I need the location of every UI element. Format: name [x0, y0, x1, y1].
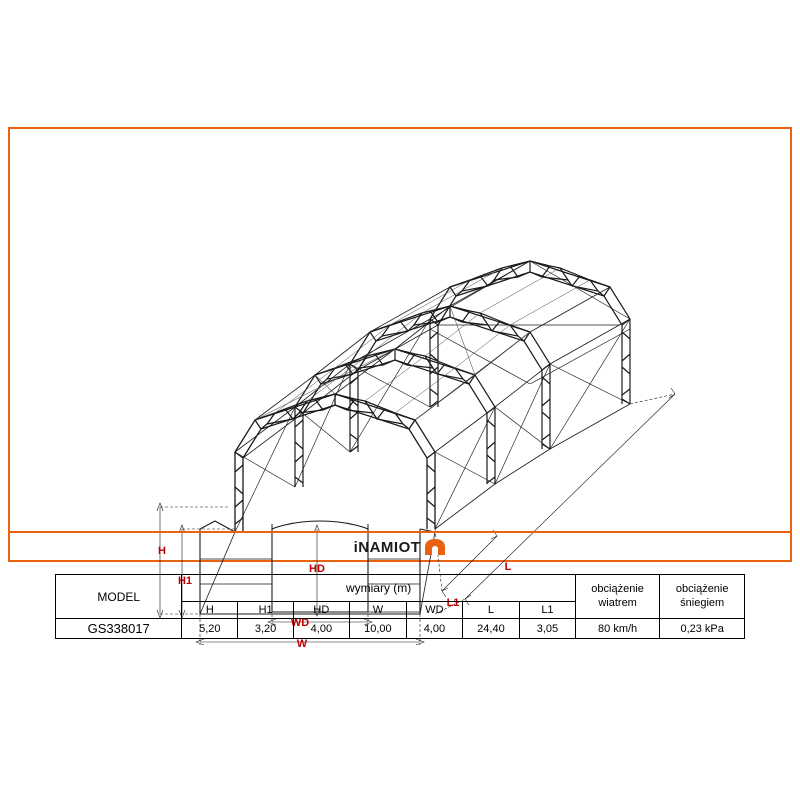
spec-table: [55, 574, 745, 639]
dim-label-W: W: [296, 638, 308, 650]
dim-col-WD: WD: [407, 602, 463, 619]
header-wind-line2: wiatrem: [598, 596, 637, 609]
header-wind-line1: obciążenie: [591, 582, 644, 595]
dim-label-H1: H1: [177, 575, 193, 587]
cell-H1: 3,20: [238, 619, 294, 639]
dim-col-HD: HD: [293, 602, 349, 619]
cell-wind: 80 km/h: [575, 619, 660, 639]
cell-WD: 4,00: [407, 619, 463, 639]
cell-H: 5,20: [182, 619, 238, 639]
table-header-row: [56, 575, 745, 602]
cell-W: 10,00: [349, 619, 406, 639]
dim-col-H1: H1: [238, 602, 294, 619]
cell-model: GS338017: [56, 619, 182, 639]
dim-label-WD: WD: [290, 617, 310, 629]
header-wind: [575, 575, 660, 619]
dim-label-L: L: [504, 561, 512, 573]
header-model: MODEL: [56, 575, 182, 619]
header-snow-line2: śniegiem: [680, 596, 725, 609]
brand-name: iNAMIOT: [353, 538, 421, 556]
cell-snow: 0,23 kPa: [660, 619, 745, 639]
cell-L1: 3,05: [520, 619, 576, 639]
brand-row: [10, 531, 790, 561]
dim-col-W: W: [349, 602, 406, 619]
dim-col-H: H: [182, 602, 238, 619]
header-snow-line1: obciążenie: [675, 582, 729, 595]
brand-logo: [354, 538, 447, 556]
cell-L: 24,40: [462, 619, 519, 639]
dim-label-L1: L1: [446, 597, 460, 609]
dim-col-L1: L1: [520, 602, 576, 619]
cell-HD: 4,00: [293, 619, 349, 639]
dim-col-L: L: [462, 602, 519, 619]
header-snow: [660, 575, 745, 619]
arch-frame-2: [295, 349, 495, 487]
dim-label-H: H: [158, 545, 166, 557]
header-dimensions: wymiary (m): [182, 575, 575, 602]
spec-table-wrap: [55, 574, 745, 639]
table-row: [56, 619, 745, 639]
tent-arch-icon: [424, 538, 446, 556]
dim-label-HD: HD: [309, 563, 325, 575]
